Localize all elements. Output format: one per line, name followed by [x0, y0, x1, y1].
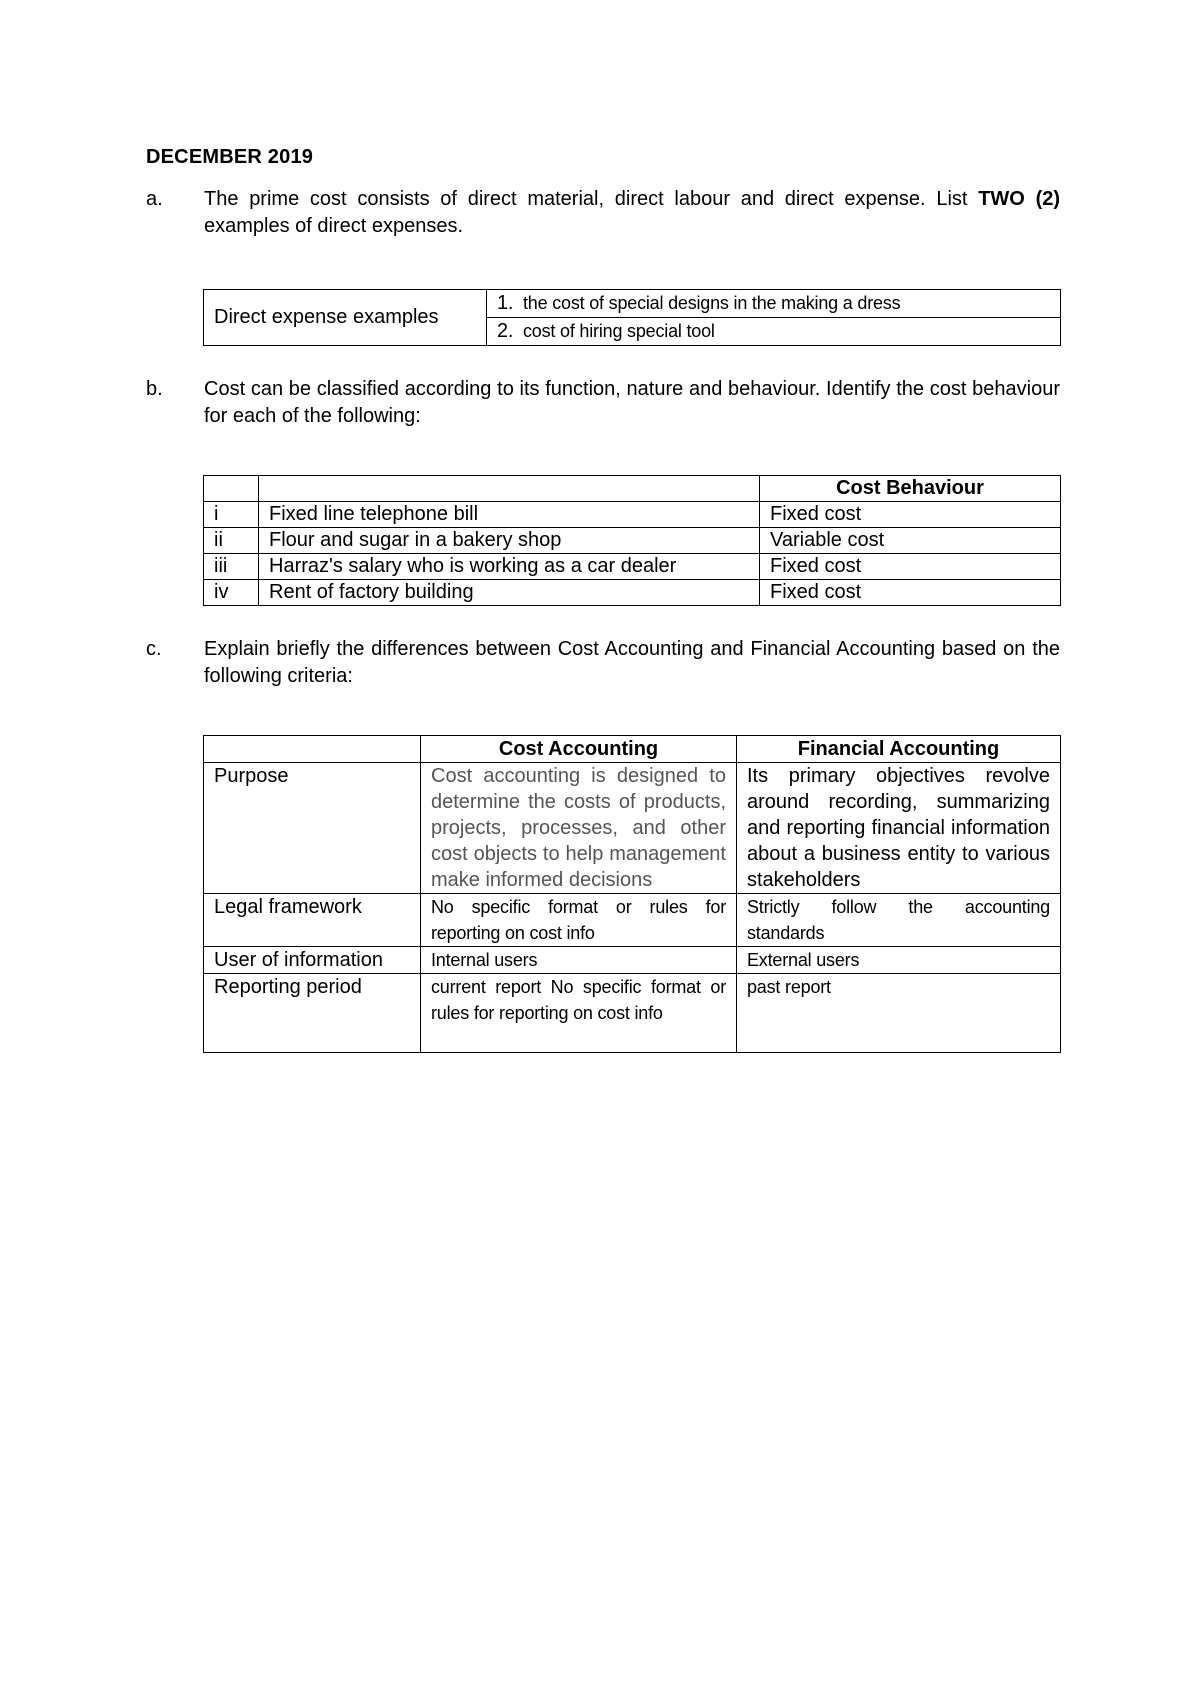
question-b-text: Cost can be classified according to its function, nature and behaviour. Identify the cost behaviour for each of the following: [204, 378, 1060, 427]
cost-behaviour-value: Fixed cost [760, 502, 1061, 528]
table-row [204, 894, 1061, 947]
table-header-row [204, 736, 1061, 763]
question-c-letter: c. [146, 638, 162, 660]
table-row [204, 528, 1061, 554]
item-text: the cost of special designs in the making a dress [523, 293, 901, 313]
cost-behaviour-value: Fixed cost [760, 580, 1061, 606]
table-row [204, 554, 1061, 580]
empty-header-cell [259, 476, 760, 502]
financial-accounting-cell: past report [737, 974, 1061, 1053]
cost-item: Rent of factory building [259, 580, 760, 606]
criterion-cell: User of information [204, 947, 421, 974]
cost-accounting-cell: Internal users [421, 947, 737, 974]
question-a-text-bold: TWO (2) [978, 188, 1061, 210]
empty-header-cell [204, 736, 421, 763]
item-number: 1. [497, 292, 514, 314]
direct-expense-item-2 [487, 318, 1061, 346]
roman-numeral: i [204, 502, 259, 528]
item-text: cost of hiring special tool [523, 321, 715, 341]
accounting-comparison-table [203, 735, 1061, 1053]
cost-behaviour-value: Fixed cost [760, 554, 1061, 580]
question-a-text-part1: The prime cost consists of direct material, direct labour and direct expense. List [204, 188, 979, 210]
document-title: DECEMBER 2019 [146, 146, 314, 168]
cost-item: Fixed line telephone bill [259, 502, 760, 528]
cost-accounting-cell: current report No specific format or rules for reporting on cost info [421, 974, 737, 1053]
table-row [204, 580, 1061, 606]
direct-expense-table [203, 289, 1061, 346]
table-row [204, 974, 1061, 1053]
direct-expense-item-1 [487, 290, 1061, 318]
question-a-text-part2: examples of direct expenses. [204, 215, 464, 237]
financial-accounting-cell: Its primary objectives revolve around recording, summarizing and reporting financial information about a business entity to various stakeholders [737, 763, 1061, 894]
cost-accounting-header: Cost Accounting [421, 736, 737, 763]
cost-behaviour-table [203, 475, 1061, 606]
financial-accounting-header: Financial Accounting [737, 736, 1061, 763]
item-number: 2. [497, 320, 514, 342]
cost-item: Harraz's salary who is working as a car dealer [259, 554, 760, 580]
cost-behaviour-value: Variable cost [760, 528, 1061, 554]
table-row [204, 947, 1061, 974]
financial-accounting-cell: External users [737, 947, 1061, 974]
direct-expense-label: Direct expense examples [204, 290, 487, 346]
criterion-cell: Legal framework [204, 894, 421, 947]
question-a-letter: a. [146, 188, 163, 210]
table-row [204, 502, 1061, 528]
roman-numeral: ii [204, 528, 259, 554]
table-row [204, 290, 1061, 318]
financial-accounting-cell: Strictly follow the accounting standards [737, 894, 1061, 947]
table-header-row [204, 476, 1061, 502]
cost-accounting-cell: Cost accounting is designed to determine the costs of products, projects, processes, and other cost objects to help management make informed decisions [421, 763, 737, 894]
criterion-cell: Purpose [204, 763, 421, 894]
question-a-text [204, 186, 1060, 240]
cost-accounting-cell: No specific format or rules for reporting on cost info [421, 894, 737, 947]
criterion-cell: Reporting period [204, 974, 421, 1053]
empty-header-cell [204, 476, 259, 502]
cost-item: Flour and sugar in a bakery shop [259, 528, 760, 554]
table-row [204, 763, 1061, 894]
roman-numeral: iv [204, 580, 259, 606]
question-c-text: Explain briefly the differences between Cost Accounting and Financial Accounting based on the following criteria: [204, 638, 1060, 687]
question-b-letter: b. [146, 378, 163, 400]
roman-numeral: iii [204, 554, 259, 580]
cost-behaviour-header: Cost Behaviour [760, 476, 1061, 502]
